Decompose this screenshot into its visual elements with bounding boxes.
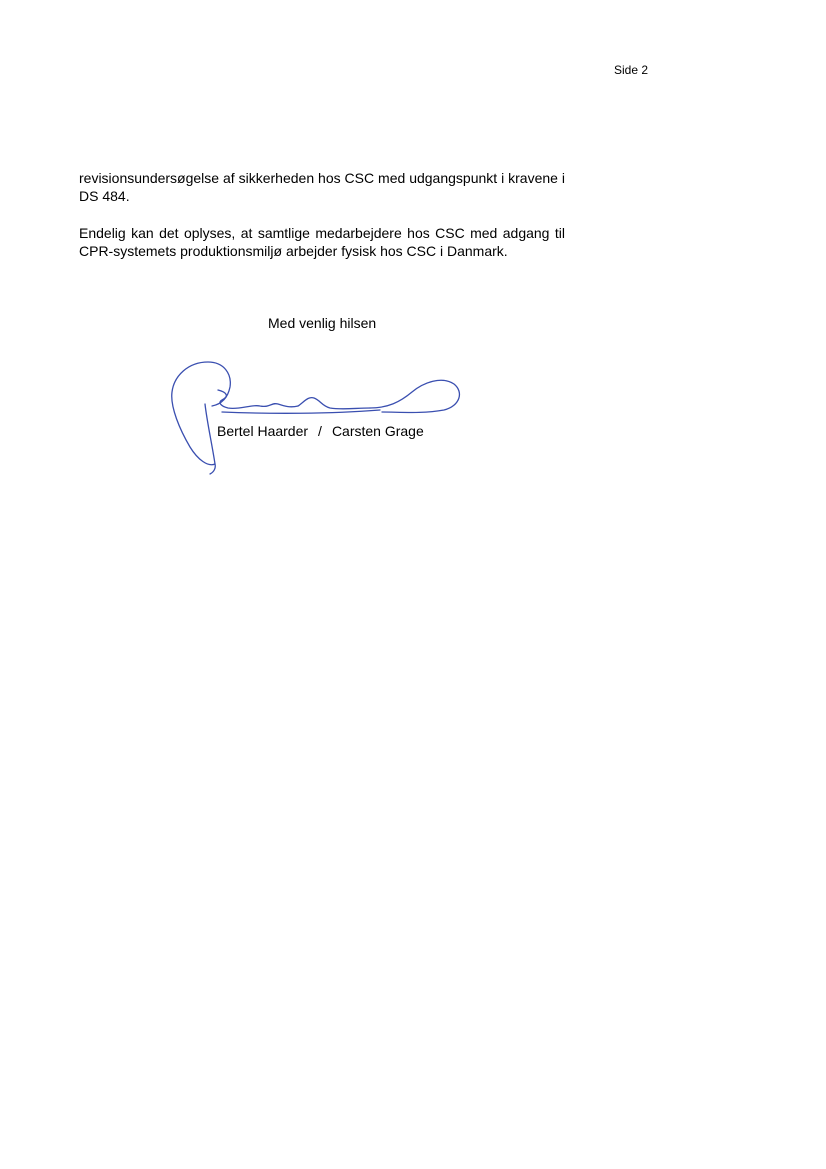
closing-greeting: Med venlig hilsen: [268, 315, 377, 331]
signature-tail-stroke: [370, 380, 459, 412]
handwritten-signature: [160, 352, 470, 482]
body-paragraph: Endelig kan det oplyses, at samtlige medarbejdere hos CSC med adgang til CPR-systemets produktionsmiljø arbejder fysisk hos CSC i Danmark.: [79, 225, 565, 259]
signer-name: Bertel Haarder: [217, 423, 309, 439]
signer-name: Carsten Grage: [331, 423, 424, 439]
signature-underline-stroke: [222, 410, 380, 413]
signer-separator: /: [318, 423, 322, 439]
body-paragraph: revisionsundersøgelse af sikkerheden hos CSC med udgangspunkt i kravene i DS 484.: [79, 170, 565, 204]
signature-hump-stroke: [298, 398, 370, 409]
page-number: Side 2: [614, 63, 649, 77]
signature-loop-stroke: [172, 362, 231, 465]
signature-wave-stroke: [218, 390, 298, 408]
signer-names: [217, 422, 424, 440]
